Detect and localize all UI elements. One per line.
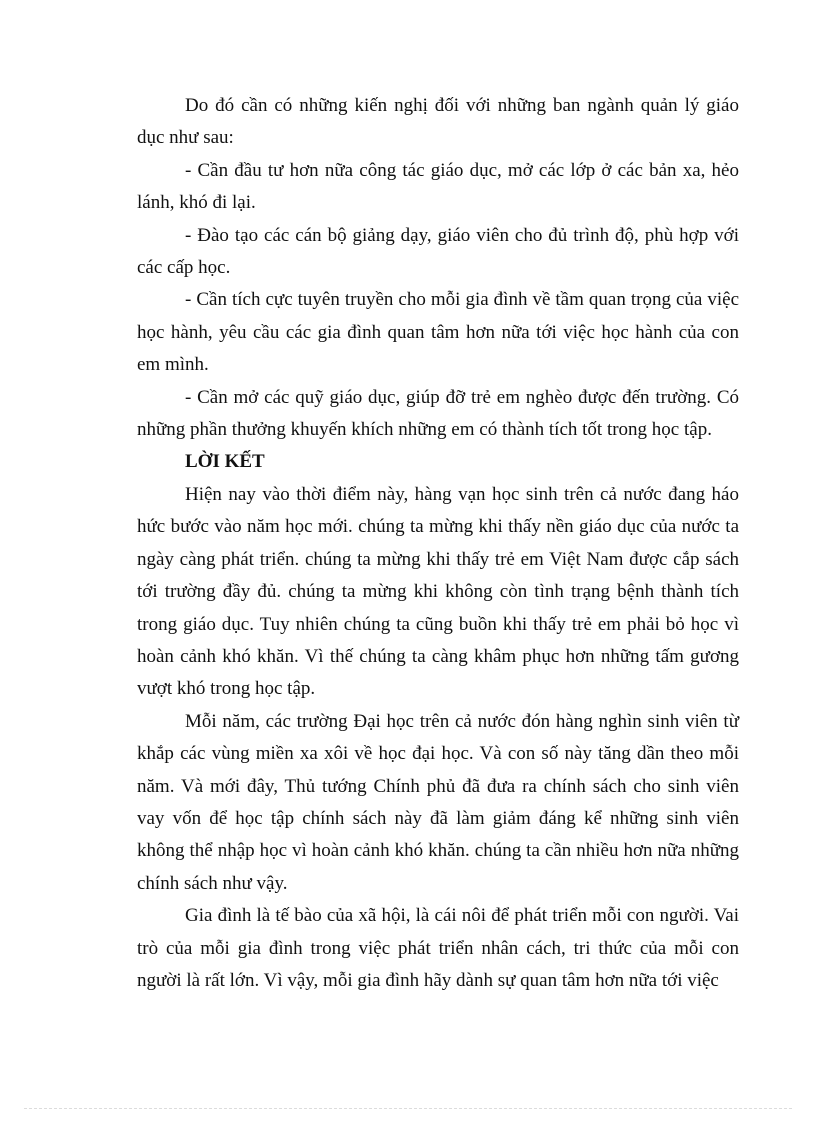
- recommendation-item: - Cần mở các quỹ giáo dục, giúp đỡ trẻ em nghèo được đến trường. Có những phần thưởng khuyến khích những em có thành tích tốt trong học tập.: [137, 386, 739, 441]
- intro-paragraph: Do đó cần có những kiến nghị đối với những ban ngành quản lý giáo dục như sau:: [137, 95, 739, 149]
- conclusion-paragraph: Gia đình là tế bào của xã hội, là cái nôi để phát triển mỗi con người. Vai trò của mỗi gia đình trong việc phát triển nhân cách, tri thức của mỗi con người là rất lớn. Vì vậy, mỗi gia đình hãy dành sự quan tâm hơn nữa tới việc: [137, 905, 739, 991]
- recommendation-item: - Cần đầu tư hơn nữa công tác giáo dục, mở các lớp ở các bản xa, hẻo lánh, khó đi lại.: [137, 159, 739, 214]
- page-bottom-divider: [24, 1108, 792, 1109]
- conclusion-paragraph: Mỗi năm, các trường Đại học trên cả nước đón hàng nghìn sinh viên từ khắp các vùng miền xa xôi về học đại học. Và con số này tăng dần theo mỗi năm. Và mới đây, Thủ tướng Chính phủ đã đưa ra chính sách cho sinh viên vay vốn để học tập chính sách này đã làm giảm đáng kể những sinh viên không thể nhập học vì hoàn cảnh khó khăn. chúng ta cần nhiều hơn nữa những chính sách như vậy.: [137, 710, 739, 894]
- recommendation-item: - Cần tích cực tuyên truyền cho mỗi gia đình về tầm quan trọng của việc học hành, yêu cầu các gia đình quan tâm hơn nữa tới việc học hành của con em mình.: [137, 289, 739, 376]
- document-body: [137, 90, 739, 997]
- recommendation-item: - Đào tạo các cán bộ giảng dạy, giáo viên cho đủ trình độ, phù hợp với các cấp học.: [137, 224, 739, 279]
- conclusion-paragraph: Hiện nay vào thời điểm này, hàng vạn học sinh trên cả nước đang háo hức bước vào năm học mới. chúng ta mừng khi thấy nền giáo dục của nước ta ngày càng phát triển. chúng ta mừng khi thấy trẻ em Việt Nam được cắp sách tới trường đầy đủ. chúng ta mừng khi không còn tình trạng bệnh thành tích trong giáo dục. Tuy nhiên chúng ta cũng buồn khi thấy trẻ em phải bỏ học vì hoàn cảnh khó khăn. Vì thế chúng ta càng khâm phục hơn những tấm gương vượt khó trong học tập.: [137, 483, 739, 700]
- section-heading: LỜI KẾT: [185, 451, 265, 473]
